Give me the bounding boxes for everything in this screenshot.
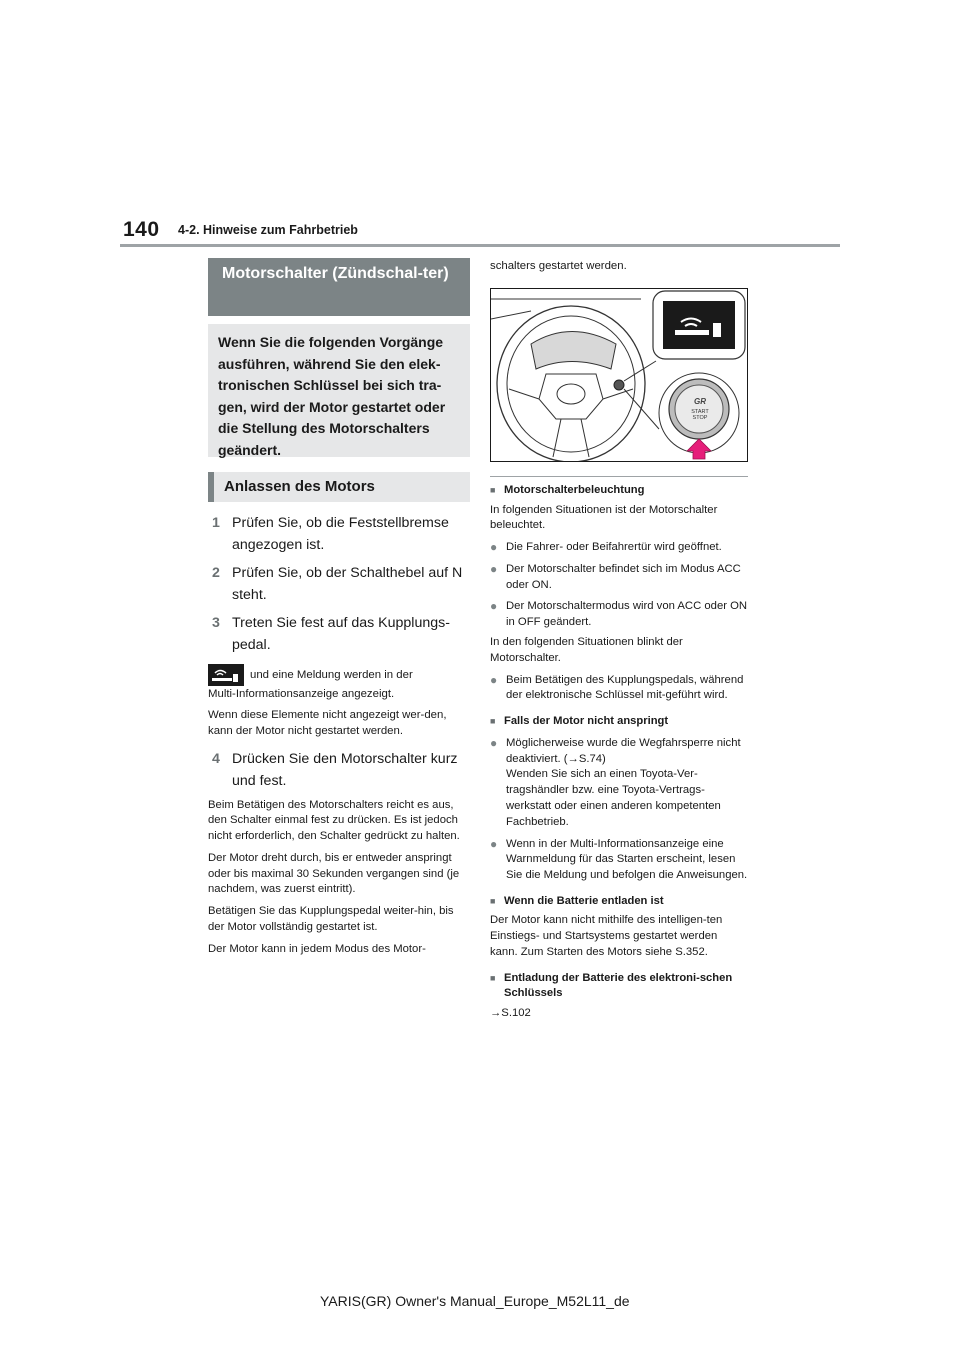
step-text: Prüfen Sie, ob die Feststellbremse angezogen ist. [232, 515, 449, 553]
step-list [208, 512, 470, 656]
paragraph: In folgenden Situationen ist der Motorschalter beleuchtet. [490, 503, 718, 532]
square-bullet-icon: ■ [490, 972, 496, 983]
bullet-dot-icon: ● [490, 735, 498, 750]
info-heading [490, 483, 748, 499]
topic-intro: Wenn Sie die folgenden Vorgänge ausführen, während Sie den elek-tronischen Schlüssel bei sich tra-gen, wird der Motor gestartet oder die Stellung des Motorschalters geändert. [208, 324, 470, 457]
step-2 [208, 562, 470, 606]
paragraph: In den folgenden Situationen blinkt der Motorschalter. [490, 636, 683, 664]
heading-text: Entladung der Batterie des elektroni-schen Schlüssels [504, 971, 733, 1000]
bullet-dot-icon: ● [490, 672, 498, 687]
bullet-text: Der Motorschalter befindet sich im Modus ACC oder ON. [506, 562, 741, 591]
bullet-item [490, 736, 748, 831]
step-1 [208, 512, 470, 556]
bullet-text: Die Fahrer- oder Beifahrertür wird geöffnet. [506, 541, 722, 554]
indicator-note [208, 664, 470, 686]
page-number: 140 [123, 218, 160, 241]
step-number: 1 [212, 515, 220, 531]
footer-label: YARIS(GR) Owner's Manual_Europe_M52L11_de [320, 1293, 630, 1309]
section-title: 4-2. Hinweise zum Fahrbetrieb [178, 223, 358, 237]
bullet-line: Möglicherweise wurde die Wegfahrsperre nicht deaktiviert. (→S.74) [506, 736, 741, 765]
square-bullet-icon: ■ [490, 485, 496, 495]
note-inline-text: und eine Meldung werden in der [250, 668, 413, 681]
bullet-item [490, 540, 748, 556]
bullet-text: Beim Betätigen des Kupplungspedals, während der elektronische Schlüssel mit-geführt wird. [506, 673, 744, 702]
step-number: 2 [212, 565, 220, 581]
note-text-2: Wenn diese Elemente nicht angezeigt wer-den, kann der Motor nicht gestartet werden. [208, 708, 447, 737]
paragraph: Betätigen Sie das Kupplungspedal weiter-hin, bis der Motor vollständig gestartet ist. [208, 905, 454, 934]
left-column [208, 258, 470, 958]
info-heading [490, 894, 748, 910]
paragraph: schalters gestartet werden. [490, 260, 627, 272]
bullet-item [490, 673, 748, 705]
bullet-item [490, 837, 748, 884]
heading-text: Falls der Motor nicht anspringt [504, 715, 669, 728]
info-heading [490, 714, 748, 730]
gr-logo-text: GR [694, 397, 706, 406]
bullet-text [506, 736, 748, 831]
step-text: Drücken Sie den Motorschalter kurz und fest. [232, 750, 458, 789]
bullet-dot-icon: ● [490, 561, 498, 576]
step-number: 4 [212, 750, 220, 767]
start-label: START [691, 409, 709, 415]
bullet-dot-icon: ● [490, 599, 498, 614]
note-text: Multi-Informationsanzeige angezeigt. [208, 688, 395, 700]
square-bullet-icon: ■ [490, 716, 496, 727]
paragraph: Der Motor kann nicht mithilfe des intelligen-ten Einstiegs- und Startsystems gestartet werden kann. Zum Starten des Motors siehe S.352. [490, 914, 723, 959]
subheading: Anlassen des Motors [208, 472, 470, 502]
paragraph: Der Motor dreht durch, bis er entweder anspringt oder bis maximal 30 Sekunden vergangen sind (je nachdem, was zuerst eintritt). [208, 851, 460, 896]
bullet-dot-icon: ● [490, 540, 498, 555]
step-text: Prüfen Sie, ob der Schalthebel auf N steht. [232, 565, 463, 603]
heading-text: Wenn die Batterie entladen ist [504, 894, 664, 907]
step-text: Treten Sie fest auf das Kupplungs-pedal. [232, 615, 450, 653]
heading-text: Motorschalterbeleuchtung [504, 484, 645, 496]
step-4 [208, 748, 470, 792]
divider [490, 476, 748, 477]
bullet-dot-icon: ● [490, 836, 498, 851]
bullet-text: Der Motorschaltermodus wird von ACC oder ON in OFF geändert. [506, 600, 748, 629]
paragraph: Der Motor kann in jedem Modus des Motor- [208, 942, 426, 955]
info-heading [490, 971, 748, 1002]
engine-switch-illustration [490, 288, 748, 462]
topic-title: Motorschalter (Zündschal-ter) [208, 258, 470, 316]
page-reference[interactable]: →S.102 [490, 1006, 531, 1019]
bullet-line: Wenden Sie sich an einen Toyota-Ver-tragshändler bzw. eine Toyota-Vertrags-werkstatt oder einen anderen kompetenten Fachbetrieb. [506, 768, 721, 828]
step-number: 3 [212, 615, 220, 631]
header-divider [120, 244, 840, 247]
stop-label: STOP [692, 415, 708, 421]
bullet-item [490, 562, 748, 594]
step-3 [208, 612, 470, 656]
right-column [490, 258, 748, 1022]
bullet-item [490, 599, 748, 631]
paragraph: Beim Betätigen des Motorschalters reicht es aus, den Schalter einmal fest zu drücken. Es ist jedoch nicht erforderlich, den Schalter gedrückt zu halten. [208, 798, 460, 843]
square-bullet-icon: ■ [490, 895, 496, 906]
bullet-text: Wenn in der Multi-Informationsanzeige eine Warnmeldung für das Starten erscheint, lesen Sie die Meldung und befolgen die Anweisungen. [506, 837, 748, 882]
key-indicator-icon [208, 664, 244, 686]
